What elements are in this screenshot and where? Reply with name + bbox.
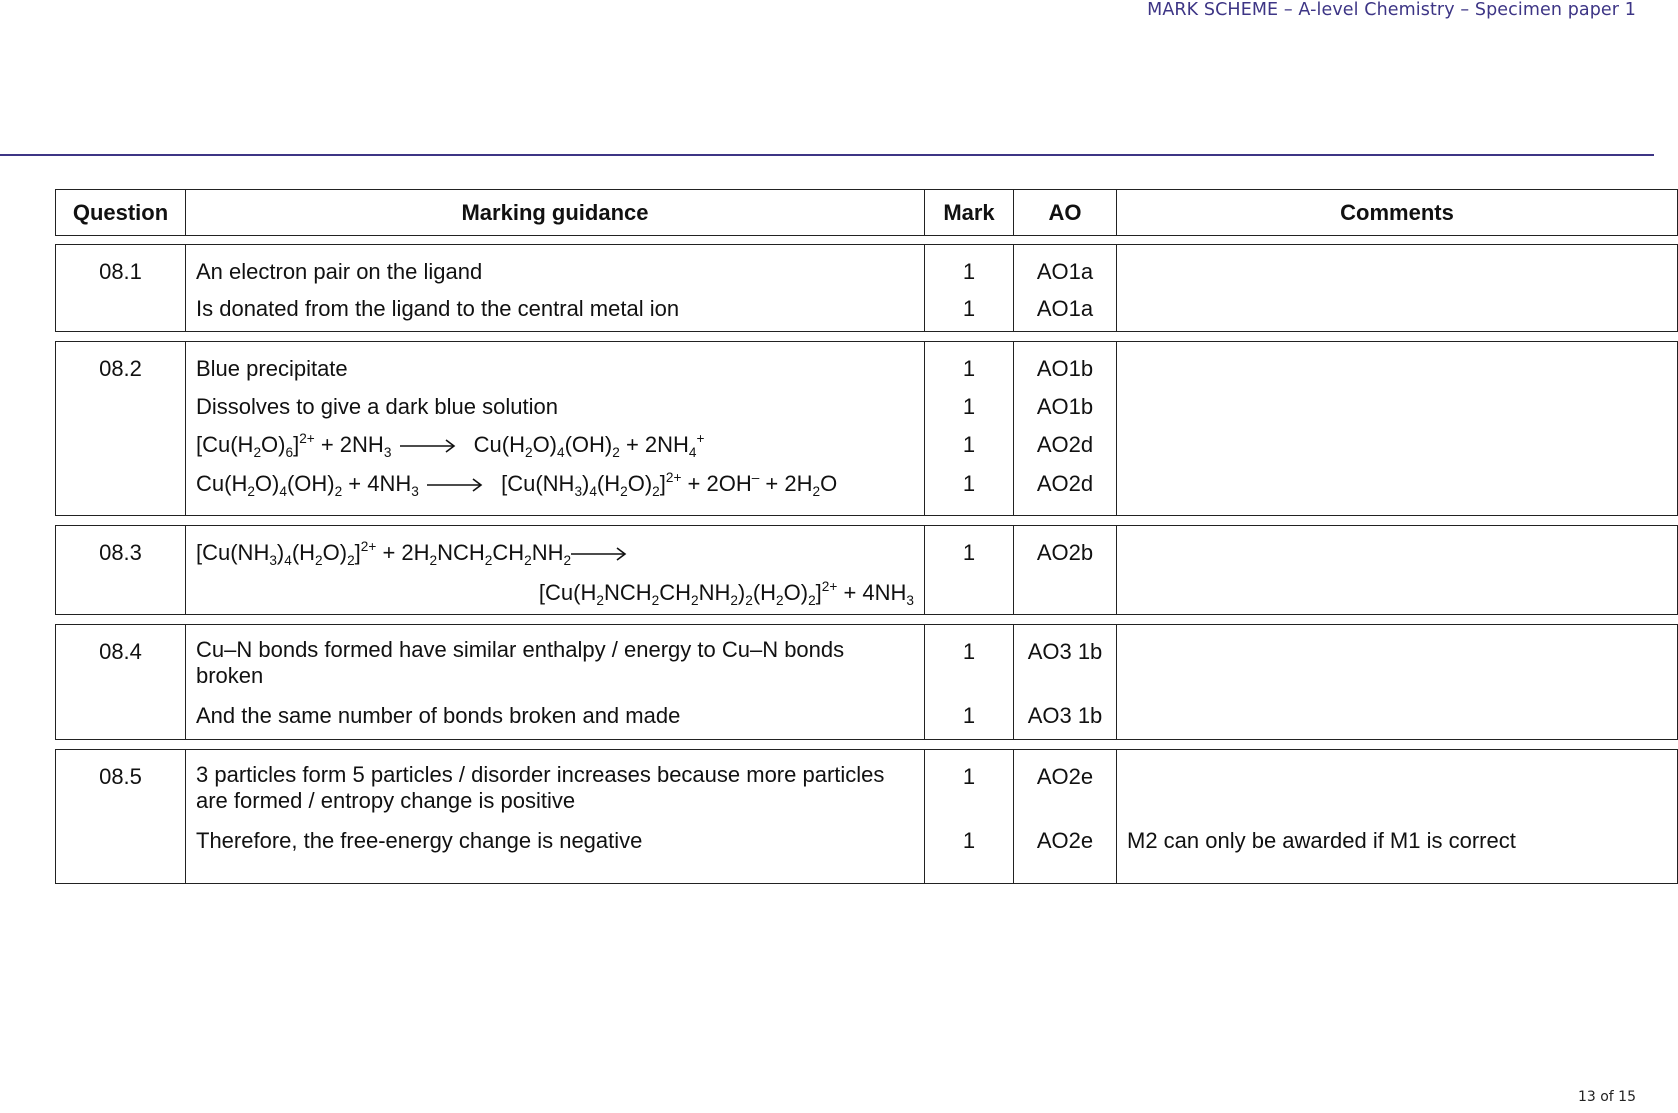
question-number: 08.2 [99, 356, 142, 381]
mark-value: 1 [962, 296, 976, 321]
column-header-question: Question [56, 190, 186, 235]
guidance-line: Blue precipitate [196, 356, 348, 381]
ao-value: AO2e [1036, 764, 1094, 789]
ao-value: AO2e [1036, 828, 1094, 853]
question-block-08-5 [55, 749, 1678, 884]
guidance-line: Therefore, the free-energy change is negative [196, 828, 643, 853]
mark-value: 1 [962, 259, 976, 284]
comment-cell [1117, 526, 1677, 614]
guidance-line: 3 particles form 5 particles / disorder increases because more particles are formed / entropy change is positive [196, 762, 885, 813]
equation-ligand-substitution: $[Cu(NH_3)_4(H_2O)_2]^{2+} + 2H_2NCH_2CH_2NH_2$ [196, 542, 924, 564]
column-header-mark: Mark [925, 190, 1014, 235]
comment-cell [1117, 245, 1677, 331]
mark-value: 1 [962, 764, 976, 789]
column-header-guidance: Marking guidance [186, 190, 925, 235]
reaction-arrow-icon [400, 439, 456, 453]
ao-value: AO3 1b [1027, 703, 1103, 728]
equation-ligand-substitution-products: $[Cu(H_2NCH_2CH_2NH_2)_2(H_2O)_2]^{2+} + 4NH_3$ [538, 579, 914, 608]
question-block-08-4 [55, 624, 1678, 740]
mark-value: 1 [962, 432, 976, 457]
reaction-arrow-icon [571, 547, 627, 561]
column-header-ao: AO [1014, 190, 1117, 235]
question-number: 08.5 [99, 764, 142, 789]
guidance-line: Is donated from the ligand to the central metal ion [196, 296, 680, 321]
mark-value: 1 [962, 703, 976, 728]
mark-value: 1 [962, 540, 976, 565]
mark-value: 1 [962, 471, 976, 496]
ao-value: AO1b [1036, 394, 1094, 419]
comment-cell [1117, 342, 1677, 515]
ao-value: AO2d [1036, 471, 1094, 496]
mark-value: 1 [962, 356, 976, 381]
table-header-row [55, 189, 1678, 236]
comment-cell [1117, 625, 1677, 739]
ao-value: AO1b [1036, 356, 1094, 381]
header-rule [0, 154, 1654, 156]
guidance-line: An electron pair on the ligand [196, 259, 483, 284]
question-block-08-1 [55, 244, 1678, 332]
column-header-comments: Comments [1340, 199, 1454, 225]
question-number: 08.3 [99, 540, 142, 565]
question-number: 08.4 [99, 639, 142, 664]
ao-value: AO2b [1036, 540, 1094, 565]
question-block-08-2 [55, 341, 1678, 516]
ao-value: AO2d [1036, 432, 1094, 457]
running-header: MARK SCHEME – A-level Chemistry – Specimen paper 1 [1147, 0, 1636, 20]
question-block-08-3 [55, 525, 1678, 615]
ao-value: AO3 1b [1027, 639, 1103, 664]
mark-value: 1 [962, 828, 976, 853]
mark-value: 1 [962, 394, 976, 419]
page-number: 13 of 15 [1577, 1089, 1636, 1105]
equation-hydroxide-dissolves: $Cu(H_2O)_4(OH)_2 + 4NH_3$ $[Cu(NH_3)_4(H_2O)_2]^{2+} + 2OH^- + 2H_2O$ [196, 470, 838, 499]
guidance-line: Dissolves to give a dark blue solution [196, 394, 558, 419]
comment-text: M2 can only be awarded if M1 is correct [1127, 828, 1516, 853]
reaction-arrow-icon [427, 478, 483, 492]
question-number: 08.1 [99, 259, 142, 284]
mark-value: 1 [962, 639, 976, 664]
guidance-line: Cu–N bonds formed have similar enthalpy / energy to Cu–N bonds broken [196, 637, 845, 688]
ao-value: AO1a [1036, 259, 1094, 284]
ao-value: AO1a [1036, 296, 1094, 321]
guidance-line: And the same number of bonds broken and made [196, 703, 681, 728]
equation-complex-with-ammonia: $[Cu(H_2O)_6]^{2+} + 2NH_3$ $Cu(H_2O)_4(OH)_2 + 2NH_4^+$ [196, 431, 705, 460]
